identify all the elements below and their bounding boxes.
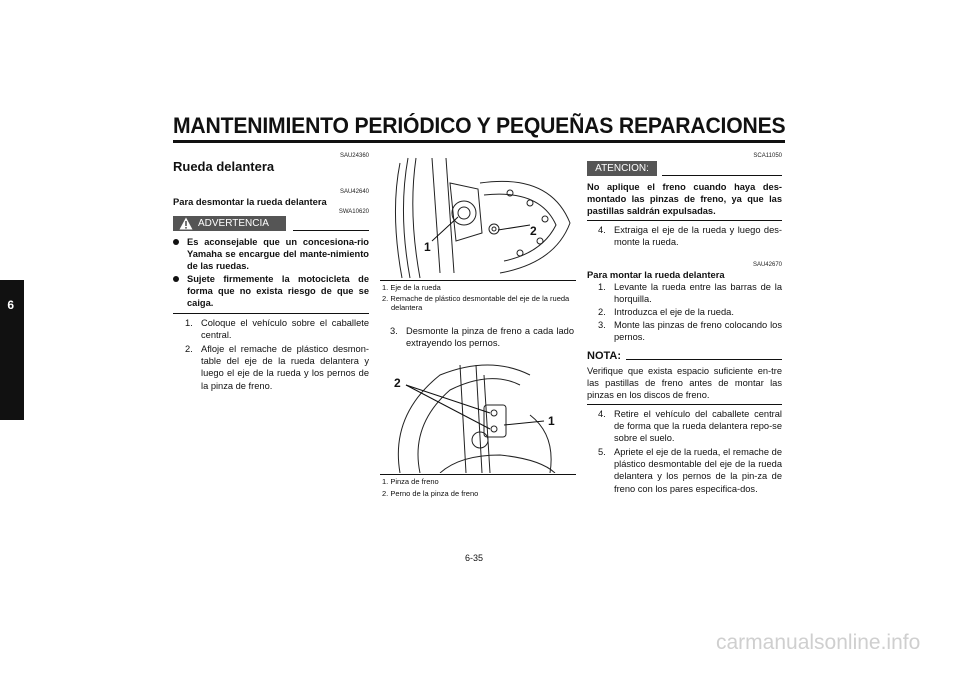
step-number: 3.	[390, 326, 398, 336]
warning-box	[173, 216, 286, 231]
title-rule	[173, 140, 785, 143]
note-end-rule	[587, 404, 782, 405]
caption-item: 2. Perno de la pinza de freno	[382, 489, 479, 498]
note-rule	[626, 359, 782, 360]
step-text: Extraiga el eje de la rueda y luego des-monte la rueda.	[614, 225, 782, 248]
step-item	[390, 325, 576, 351]
step-number: 4.	[598, 225, 606, 235]
bullet-dot	[173, 239, 179, 245]
step-item	[185, 317, 369, 343]
ref-code: SAU42670	[752, 262, 782, 268]
bullet-dot	[173, 276, 179, 282]
step-item	[598, 319, 782, 345]
caution-label: ATENCION:	[587, 161, 657, 176]
callout-2: 2	[530, 224, 537, 238]
step-number: 1.	[185, 318, 193, 328]
step-text: Introduzca el eje de la rueda.	[614, 307, 734, 317]
caption-item: 1. Pinza de freno	[382, 477, 439, 486]
subsection-title: Para montar la rueda delantera	[587, 269, 725, 280]
section-title: Rueda delantera	[173, 159, 275, 174]
brake-caliper-illustration	[380, 355, 576, 473]
step-item	[598, 224, 782, 250]
step-item	[598, 408, 782, 446]
callout-1: 1	[424, 240, 431, 254]
warning-end-rule	[173, 313, 369, 314]
step-text: Afloje el remache de plástico desmon-table del eje de la rueda delantera y luego el eje de la rueda y los pernos de la pinza de freno.	[201, 344, 369, 391]
subsection-title: Para desmontar la rueda delantera	[173, 196, 327, 207]
warning-bullet	[173, 273, 369, 310]
bullet-text: Es aconsejable que un concesiona-rio Yamaha se encargue del mante-nimiento de las ruedas.	[187, 237, 369, 272]
step-number: 2.	[598, 307, 606, 317]
step-number: 1.	[598, 282, 606, 292]
step-text: Apriete el eje de la rueda, el remache de plástico desmontable del eje de la rueda delantera y los pernos de la pin-za de freno con los pares especifica-dos.	[614, 447, 782, 494]
ref-code: SAU42640	[339, 189, 369, 195]
chapter-number: 6	[7, 298, 14, 312]
note-text: Verifique que exista espacio suficiente en-tre las pastillas de freno antes de montar las pinzas en los discos de freno.	[587, 366, 782, 401]
caution-end-rule	[587, 220, 782, 221]
step-number: 5.	[598, 447, 606, 457]
ref-code: SWA10620	[338, 209, 369, 215]
step-number: 2.	[185, 344, 193, 354]
page-number: 6-35	[465, 553, 484, 563]
step-text: Coloque el vehículo sobre el caballete central.	[201, 318, 369, 341]
caption-item: 2. Remache de plástico desmontable del eje de la rueda delantera	[382, 294, 570, 313]
warning-rule	[293, 230, 369, 231]
callout-2: 2	[394, 376, 401, 390]
watermark-link[interactable]: carmanualsonline.info	[716, 631, 921, 654]
front-axle-illustration	[380, 153, 576, 279]
bullet-text: Sujete firmemente la motocicleta de forma que no exista riesgo de que se caiga.	[187, 274, 369, 309]
figure-rule	[380, 280, 576, 281]
ref-code: SCA11050	[753, 153, 782, 159]
step-text: Levante la rueda entre las barras de la horquilla.	[614, 282, 782, 305]
step-number: 4.	[598, 409, 606, 419]
page-title: MANTENIMIENTO PERIÓDICO Y PEQUEÑAS REPARACIONES	[173, 113, 786, 138]
caution-rule	[662, 175, 782, 176]
step-number: 3.	[598, 320, 606, 330]
step-text: Retire el vehículo del caballete central de forma que la rueda delantera repo-se sobre el suelo.	[614, 409, 782, 444]
step-item	[598, 446, 782, 508]
callout-1: 1	[548, 414, 555, 428]
note-label: NOTA:	[587, 350, 622, 362]
warning-bullet	[173, 236, 369, 273]
warning-label: ADVERTENCIA	[198, 218, 269, 229]
caution-text: No aplique el freno cuando haya des-montado las pinzas de freno, ya que las pastillas saldrán expulsadas.	[587, 182, 782, 217]
figure-rule	[380, 474, 576, 475]
step-text: Desmonte la pinza de freno a cada lado extrayendo los pernos.	[406, 326, 574, 349]
ref-code: SAU24360	[339, 153, 369, 159]
step-item	[185, 343, 369, 393]
step-item	[598, 281, 782, 307]
warning-triangle-icon	[179, 217, 193, 230]
step-text: Monte las pinzas de freno colocando los pernos.	[614, 320, 782, 343]
caption-item: 1. Eje de la rueda	[382, 283, 441, 292]
step-item	[598, 306, 782, 319]
